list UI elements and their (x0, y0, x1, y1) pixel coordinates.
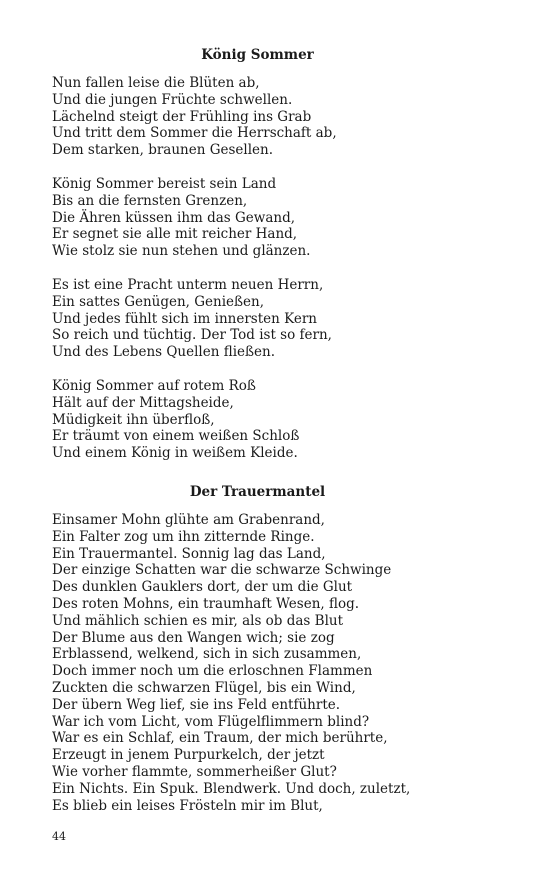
poem-title-der-trauermantel: Der Trauermantel (189, 484, 326, 500)
verse-line: Müdigkeit ihn überfloß, (52, 411, 215, 428)
page-number: 44 (52, 830, 66, 843)
stanza (52, 378, 512, 462)
verse-line: Des dunklen Gauklers dort, der um die Glut (52, 579, 353, 596)
verse-line: Erblassend, welkend, sich in sich zusammen, (52, 646, 362, 663)
verse-line: König Sommer bereist sein Land (52, 176, 277, 192)
verse-line: Dem starken, braunen Gesellen. (52, 142, 274, 159)
stanza (52, 176, 512, 260)
verse-line: Der Blume aus den Wangen wich; sie zog (52, 629, 335, 646)
verse-line: Doch immer noch um die erloschnen Flammen (52, 663, 373, 680)
verse-line: Es blieb ein leises Frösteln mir im Blut, (52, 797, 323, 814)
verse-line: Und mählich schien es mir, als ob das Blut (52, 612, 344, 629)
verse-line: Ein Trauermantel. Sonnig lag das Land, (52, 545, 326, 562)
verse-line: Er segnet sie alle mit reicher Hand, (52, 226, 298, 243)
verse-line: Ein sattes Genügen, Genießen, (52, 293, 265, 310)
verse-line: So reich und tüchtig. Der Tod ist so fern, (52, 327, 332, 344)
verse-line: Des roten Mohns, ein traumhaft Wesen, flog. (52, 595, 360, 612)
verse-line: Ein Nichts. Ein Spuk. Blendwerk. Und doch, zuletzt, (52, 780, 411, 797)
verse-line: Und einem König in weißem Kleide. (52, 445, 298, 462)
verse-line: War es ein Schlaf, ein Traum, der mich berührte, (52, 730, 388, 747)
verse-line: Ein Falter zog um ihn zitternde Ringe. (52, 528, 315, 545)
verse-line: Der einzige Schatten war die schwarze Schwinge (52, 562, 392, 579)
stanza (52, 277, 512, 361)
stanza (52, 75, 512, 159)
verse-line: Hält auf der Mittagsheide, (52, 394, 234, 411)
verse-line: Und jedes fühlt sich im innersten Kern (52, 310, 317, 327)
stanza (52, 512, 512, 814)
verse-line: War ich vom Licht, vom Flügelflimmern blind? (52, 713, 370, 730)
verse-line: Nun fallen leise die Blüten ab, (52, 75, 260, 91)
verse-line: Lächelnd steigt der Frühling ins Grab (52, 108, 312, 125)
verse-line: Es ist eine Pracht unterm neuen Herrn, (52, 277, 324, 293)
verse-line: Erzeugt in jenem Purpurkelch, der jetzt (52, 747, 325, 764)
verse-line: König Sommer auf rotem Roß (52, 378, 256, 394)
verse-line: Bis an die fernsten Grenzen, (52, 192, 248, 209)
verse-line: Und die jungen Früchte schwellen. (52, 91, 293, 108)
verse-line: Und tritt dem Sommer die Herrschaft ab, (52, 125, 337, 142)
verse-line: Und des Lebens Quellen fließen. (52, 344, 276, 361)
verse-line: Einsamer Mohn glühte am Grabenrand, (52, 512, 325, 528)
verse-line: Zuckten die schwarzen Flügel, bis ein Wind, (52, 679, 356, 696)
poem-title-koenig-sommer: König Sommer (201, 47, 314, 63)
verse-line: Wie stolz sie nun stehen und glänzen. (52, 243, 311, 260)
verse-line: Der übern Weg lief, sie ins Feld entführte. (52, 696, 341, 713)
verse-line: Die Ähren küssen ihm das Gewand, (52, 209, 296, 226)
verse-line: Er träumt von einem weißen Schloß (52, 428, 300, 445)
verse-line: Wie vorher flammte, sommerheißer Glut? (52, 763, 337, 780)
